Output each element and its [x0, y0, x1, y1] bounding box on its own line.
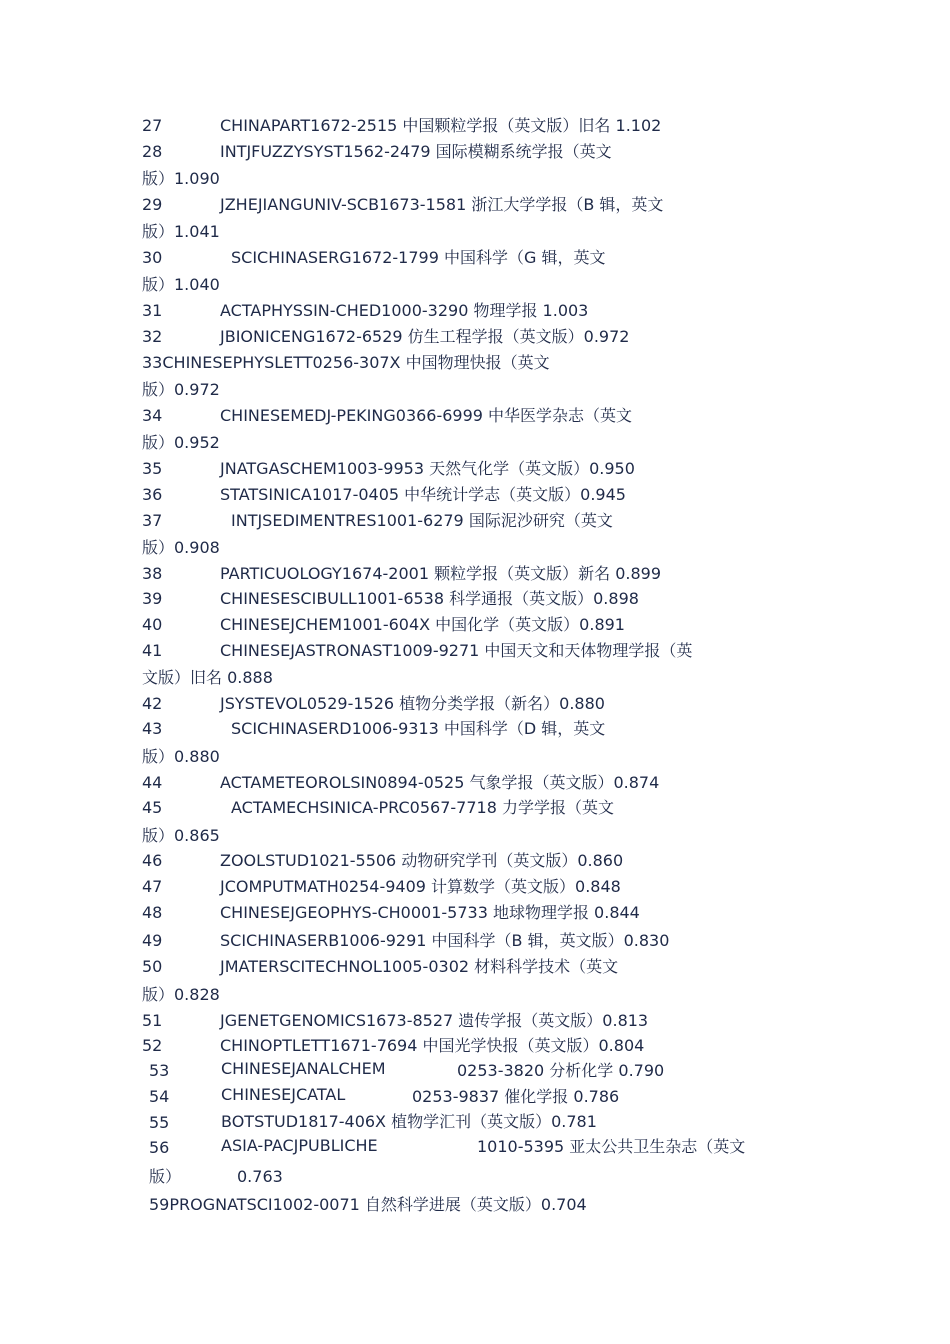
- entry-text: SCICHINASERG1672-1799 中国科学（G 辑，英文: [231, 248, 606, 267]
- entry-continuation: 文版）旧名 0.888: [142, 668, 273, 687]
- entry-text: CHINESEJCATAL: [221, 1085, 346, 1104]
- entry-text: STATSINICA1017-0405 中华统计学志（英文版）0.945: [220, 485, 626, 504]
- entry-continuation: 版）0.865: [142, 826, 220, 845]
- entry-continuation: 版）1.090: [142, 169, 220, 188]
- entry-number: 27: [142, 116, 163, 135]
- entry-number: 46: [142, 851, 163, 870]
- entry-text: CHINESEJCHEM1001-604X 中国化学（英文版）0.891: [220, 615, 625, 634]
- entry-text: CHINESEJANALCHEM: [221, 1059, 386, 1078]
- entry-number: 35: [142, 459, 163, 478]
- entry-text: CHINESEJASTRONAST1009-9271 中国天文和天体物理学报（英: [220, 641, 693, 660]
- entry-number: 38: [142, 564, 163, 583]
- entry-text: INTJFUZZYSYST1562-2479 国际模糊系统学报（英文: [220, 142, 612, 161]
- entry-text: 33CHINESEPHYSLETT0256-307X 中国物理快报（英文: [142, 353, 550, 372]
- entry-text: JMATERSCITECHNOL1005-0302 材料科学技术（英文: [220, 957, 619, 976]
- entry-text-continued: 0253-3820 分析化学 0.790: [457, 1061, 665, 1080]
- entry-number: 55: [149, 1113, 170, 1132]
- entry-text: SCICHINASERB1006-9291 中国科学（B 辑，英文版）0.830: [220, 931, 670, 950]
- entry-text: SCICHINASERD1006-9313 中国科学（D 辑，英文: [231, 719, 606, 738]
- entry-continuation: 版）0.952: [142, 433, 220, 452]
- entry-number: 44: [142, 773, 163, 792]
- entry-number: 30: [142, 248, 163, 267]
- entry-number: 29: [142, 195, 163, 214]
- entry-continuation: 版）0.880: [142, 747, 220, 766]
- entry-text: CHINESEJGEOPHYS-CH0001-5733 地球物理学报 0.844: [220, 903, 640, 922]
- entry-number: 53: [149, 1061, 170, 1080]
- entry-text-continued: 0253-9837 催化学报 0.786: [412, 1087, 620, 1106]
- entry-continuation: 版）0.908: [142, 538, 220, 557]
- entry-text: ZOOLSTUD1021-5506 动物研究学刊（英文版）0.860: [220, 851, 624, 870]
- entry-number: 49: [142, 931, 163, 950]
- entry-number: 28: [142, 142, 163, 161]
- entry-text: ACTAMETEOROLSIN0894-0525 气象学报（英文版）0.874: [220, 773, 660, 792]
- entry-number: 39: [142, 589, 163, 608]
- entry-text: ACTAMECHSINICA-PRC0567-7718 力学学报（英文: [231, 798, 614, 817]
- entry-number: 31: [142, 301, 163, 320]
- entry-text: INTJSEDIMENTRES1001-6279 国际泥沙研究（英文: [231, 511, 613, 530]
- entry-number: 32: [142, 327, 163, 346]
- entry-continuation-value: 0.763: [237, 1167, 283, 1186]
- entry-number: 36: [142, 485, 163, 504]
- entry-number: 50: [142, 957, 163, 976]
- entry-number: 37: [142, 511, 163, 530]
- entry-text: JBIONICENG1672-6529 仿生工程学报（英文版）0.972: [220, 327, 630, 346]
- entry-number: 52: [142, 1036, 163, 1055]
- entry-text: PARTICUOLOGY1674-2001 颗粒学报（英文版）新名 0.899: [220, 564, 661, 583]
- entry-text: BOTSTUD1817-406X 植物学汇刊（英文版）0.781: [221, 1112, 597, 1131]
- entry-number: 34: [142, 406, 163, 425]
- entry-continuation: 版）0.828: [142, 985, 220, 1004]
- entry-continuation: 版）0.972: [142, 380, 220, 399]
- entry-text: ACTAPHYSSIN-CHED1000-3290 物理学报 1.003: [220, 301, 589, 320]
- entry-text: 59PROGNATSCI1002-0071 自然科学进展（英文版）0.704: [149, 1195, 587, 1214]
- entry-continuation: 版）1.041: [142, 222, 220, 241]
- entry-number: 41: [142, 641, 163, 660]
- entry-text: ASIA-PACJPUBLICHE: [221, 1136, 378, 1155]
- entry-text: CHINAPART1672-2515 中国颗粒学报（英文版）旧名 1.102: [220, 116, 662, 135]
- entry-number: 40: [142, 615, 163, 634]
- entry-text: CHINESEMEDJ-PEKING0366-6999 中华医学杂志（英文: [220, 406, 633, 425]
- entry-number: 47: [142, 877, 163, 896]
- entry-text: JZHEJIANGUNIV-SCB1673-1581 浙江大学学报（B 辑，英文: [220, 195, 664, 214]
- entry-continuation: 版）1.040: [142, 275, 220, 294]
- entry-text: JGENETGENOMICS1673-8527 遗传学报（英文版）0.813: [220, 1011, 649, 1030]
- entry-number: 43: [142, 719, 163, 738]
- entry-text: JSYSTEVOL0529-1526 植物分类学报（新名）0.880: [220, 694, 605, 713]
- entry-text: CHINESESCIBULL1001-6538 科学通报（英文版）0.898: [220, 589, 639, 608]
- entry-continuation: 版）: [149, 1167, 182, 1186]
- entry-number: 45: [142, 798, 163, 817]
- entry-text: JNATGASCHEM1003-9953 天然气化学（英文版）0.950: [220, 459, 635, 478]
- entry-number: 54: [149, 1087, 170, 1106]
- entry-number: 42: [142, 694, 163, 713]
- entry-text: CHINOPTLETT1671-7694 中国光学快报（英文版）0.804: [220, 1036, 645, 1055]
- entry-number: 56: [149, 1138, 170, 1157]
- entry-text: JCOMPUTMATH0254-9409 计算数学（英文版）0.848: [220, 877, 621, 896]
- entry-text-continued: 1010-5395 亚太公共卫生杂志（英文: [477, 1137, 746, 1156]
- entry-number: 51: [142, 1011, 163, 1030]
- entry-number: 48: [142, 903, 163, 922]
